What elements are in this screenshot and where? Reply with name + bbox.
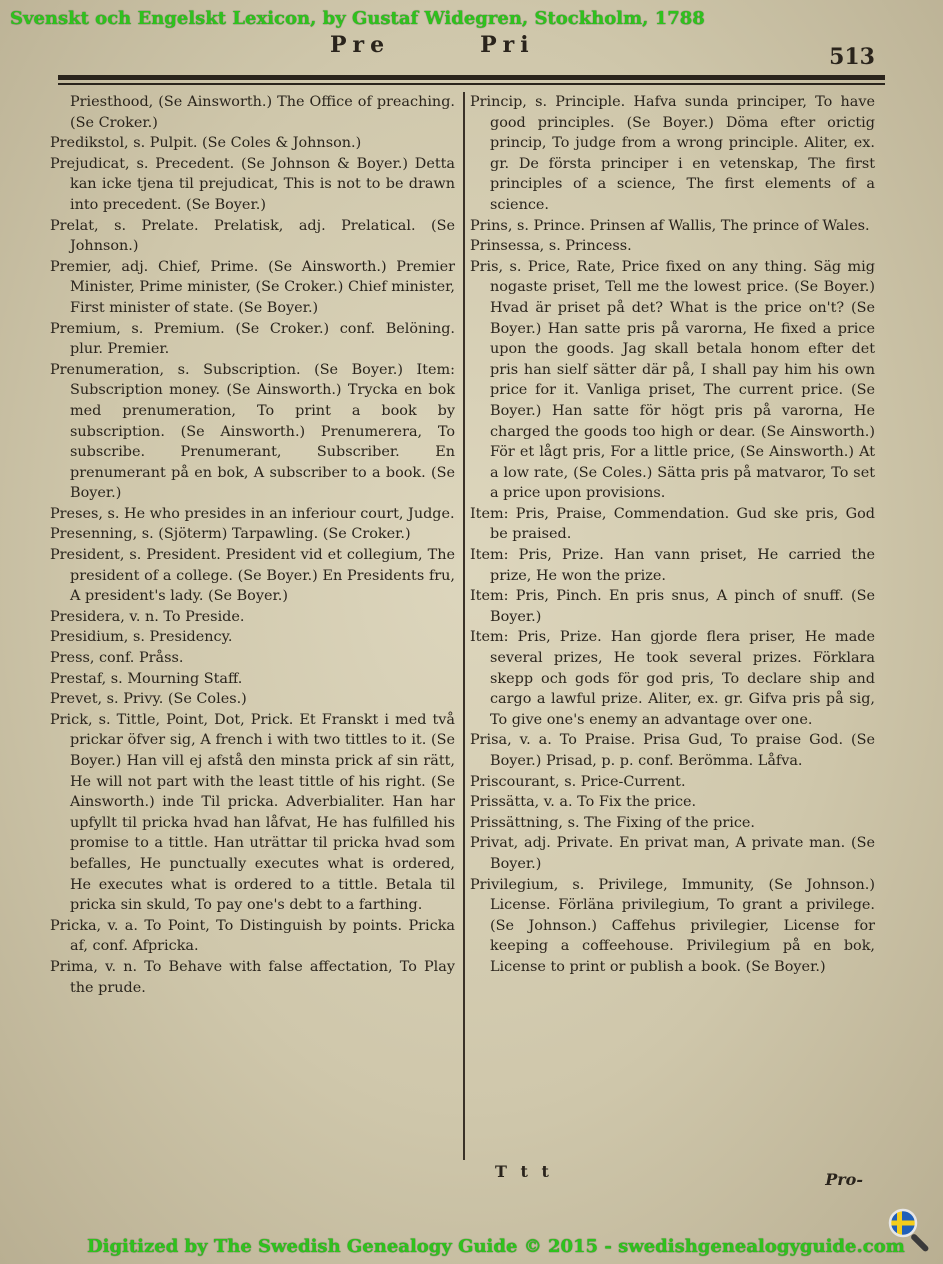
dictionary-entry: Predikstol, s. Pulpit. (Se Coles & Johnson.) xyxy=(50,135,362,152)
dictionary-entry: Prisa, v. a. To Praise. Prisa Gud, To praise God. (Se Boyer.) Prisad, p. p. conf. Berömma. Låfva. xyxy=(470,732,875,769)
dictionary-entry: Item: Pris, Prize. Han vann priset, He carried the prize, He won the prize. xyxy=(470,547,875,584)
header-rule-thin xyxy=(58,83,885,85)
dictionary-entry: Premium, s. Premium. (Se Croker.) conf. Belöning. plur. Premier. xyxy=(50,320,455,358)
dictionary-entry: Pricka, v. a. To Point, To Distinguish by points. Pricka af, conf. Afpricka. xyxy=(50,917,455,955)
dictionary-entry: President, s. President. President vid et collegium, The president of a college. (Se Boyer.) En Presidents fru, A president's lady. (Se Boyer.) xyxy=(50,547,455,605)
page-number: 513 xyxy=(829,44,875,70)
dictionary-entry: Prima, v. n. To Behave with false affectation, To Play the prude. xyxy=(50,958,455,996)
left-column xyxy=(50,92,455,998)
dictionary-entry: Privilegium, s. Privilege, Immunity, (Se Johnson.) License. Förläna privilegium, To grant a privilege. (Se Johnson.) Caffehus privilegier, License for keeping a coffeehouse. Privilegium på en bok, License to print or publish a book. (Se Boyer.) xyxy=(470,876,875,975)
dictionary-entry: Presenning, s. (Sjöterm) Tarpawling. (Se Croker.) xyxy=(50,526,411,543)
headword-right: Pri xyxy=(480,32,535,58)
dictionary-entry: Item: Pris, Pinch. En pris snus, A pinch of snuff. (Se Boyer.) xyxy=(470,588,875,625)
dictionary-entry: Priesthood, (Se Ainsworth.) The Office of preaching. (Se Croker.) xyxy=(70,94,455,131)
dictionary-entry: Privat, adj. Private. En privat man, A private man. (Se Boyer.) xyxy=(470,835,875,872)
dictionary-entry: Priscourant, s. Price-Current. xyxy=(470,773,686,790)
catchword: Pro- xyxy=(825,1170,863,1189)
column-divider xyxy=(463,92,465,1160)
right-column xyxy=(470,92,875,978)
dictionary-entry: Prevet, s. Privy. (Se Coles.) xyxy=(50,691,247,708)
dictionary-entry: Preses, s. He who presides in an inferiour court, Judge. xyxy=(50,505,455,522)
dictionary-entry: Item: Pris, Prize. Han gjorde flera priser, He made several prizes, He took several prizes. Förklara skepp och gods för god pris, To declare ship and cargo a lawful prize. Aliter, ex. gr. Gifva pris på sig, To give one's enemy an advantage over one. xyxy=(470,629,875,728)
dictionary-entry: Premier, adj. Chief, Prime. (Se Ainsworth.) Premier Minister, Prime minister, (Se Croker.) Chief minister, First minister of state. (Se Boyer.) xyxy=(50,258,455,316)
header-rule-thick xyxy=(58,75,885,80)
dictionary-entry: Prinsessa, s. Princess. xyxy=(470,238,632,255)
dictionary-entry: Prissätta, v. a. To Fix the price. xyxy=(470,794,697,811)
dictionary-entry: Item: Pris, Praise, Commendation. Gud ske pris, God be praised. xyxy=(470,505,875,543)
signature-mark: T t t xyxy=(495,1162,553,1181)
digitizer-banner-bottom: Digitized by The Swedish Genealogy Guide © 2015 - swedishgenealogyguide.com xyxy=(87,1236,905,1257)
dictionary-entry: Prestaf, s. Mourning Staff. xyxy=(50,670,243,687)
digitizer-banner-top: Svenskt och Engelskt Lexicon, by Gustaf Widegren, Stockholm, 1788 xyxy=(10,8,705,29)
dictionary-entry: Prejudicat, s. Precedent. (Se Johnson & Boyer.) Detta kan icke tjena til prejudicat, This is not to be drawn into precedent. (Se Boyer.) xyxy=(50,155,455,213)
dictionary-entry: Prins, s. Prince. Prinsen af Wallis, The prince of Wales. xyxy=(470,217,870,234)
magnifier-handle xyxy=(910,1233,930,1253)
dictionary-entry: Pris, s. Price, Rate, Price fixed on any thing. Säg mig nogaste priset, Tell me the lowest price. (Se Boyer.) Hvad är priset på det? What is the price on't? (Se Boyer.) Han satte pris på varorna, He fixed a price upon the goods. Jag skall betala honom efter det pris han sielf sätter där på, I shall pay him his own price for it. Vanliga priset, The current price. (Se Boyer.) Han satte för högt pris på varorna, He charged the goods too high or dear. (Se Ainsworth.) För et lågt pris, For a little price, (Se Ainsworth.) At a low rate, (Se Coles.) Sätta pris på matvaror, To set a price upon provisions. xyxy=(470,258,875,502)
dictionary-entry: Presidera, v. n. To Preside. xyxy=(50,608,245,625)
dictionary-entry: Prelat, s. Prelate. Prelatisk, adj. Prelatical. (Se Johnson.) xyxy=(50,217,455,255)
dictionary-entry: Prick, s. Tittle, Point, Dot, Prick. Et Franskt i med två prickar öfver sig, A french i with two tittles to it. (Se Boyer.) Han vill ej afstå den minsta prick af sin rätt, He will not part with the least tittle of his right. (Se Ainsworth.) inde Til pricka. Adverbialiter. Han har upfyllt til pricka hvad han låfvat, He has fulfilled his promise to a tittle. Han uträttar til pricka hvad som befalles, He punctually executes what is ordered, He executes what is ordered to a tittle. Betala til pricka sin skuld, To pay one's debt to a farthing. xyxy=(50,711,455,914)
headword-left: Pre xyxy=(330,32,391,58)
dictionary-entry: Prissättning, s. The Fixing of the price. xyxy=(470,814,755,831)
running-headwords xyxy=(330,32,625,58)
dictionary-entry: Press, conf. Pråss. xyxy=(50,650,184,667)
dictionary-entry: Princip, s. Principle. Hafva sunda principer, To have good principles. (Se Boyer.) Döma efter orictig princip, To judge from a wrong principle. Aliter, ex. gr. De första principer i en vetenskap, The first principles of a science, The first elements of a science. xyxy=(470,94,875,213)
dictionary-entry: Prenumeration, s. Subscription. (Se Boyer.) Item: Subscription money. (Se Ainsworth.) Trycka en bok med prenumeration, To print a book by subscription. (Se Ainsworth.) Prenumerera, To subscribe. Prenumerant, Subscriber. En prenumerant på en bok, A subscriber to a book. (Se Boyer.) xyxy=(50,361,455,502)
dictionary-entry: Presidium, s. Presidency. xyxy=(50,629,233,646)
